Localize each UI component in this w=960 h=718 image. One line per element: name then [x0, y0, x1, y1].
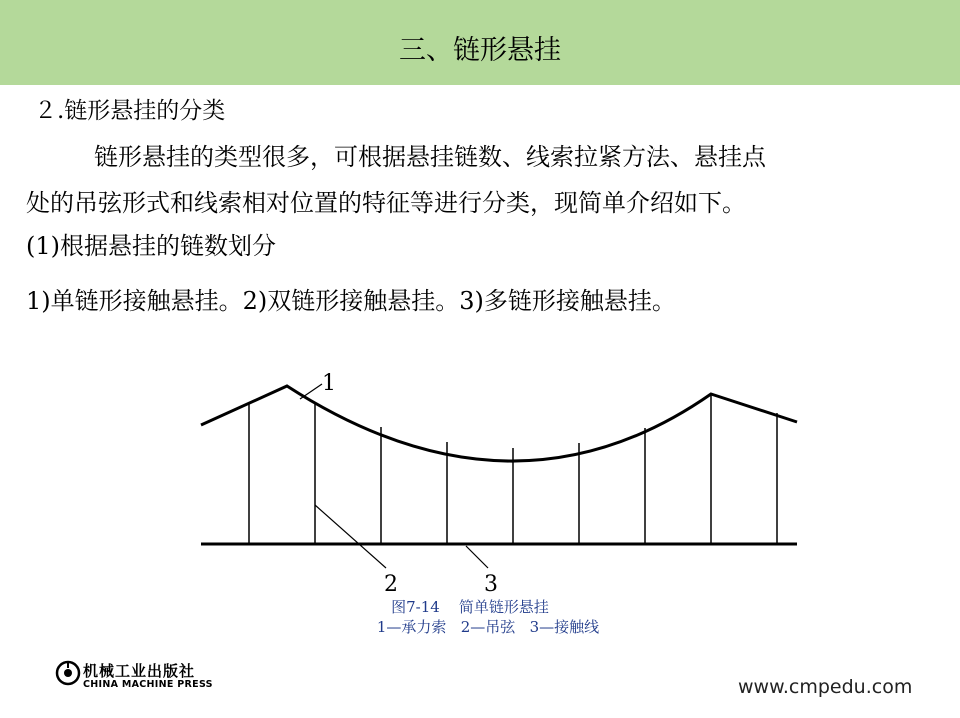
body-text-line-2: 处的吊弦形式和线索相对位置的特征等进行分类，现简单介绍如下。	[26, 189, 746, 217]
label-1: 1	[322, 371, 336, 396]
leader-line-1	[300, 384, 322, 399]
publisher-name-en: CHINA MACHINE PRESS	[83, 679, 213, 690]
website-url: www.cmpedu.com	[738, 676, 913, 698]
droppers	[249, 395, 777, 544]
subheading: (1)根据悬挂的链数划分	[26, 232, 276, 260]
publisher-logo-icon	[55, 660, 81, 686]
label-2: 2	[384, 572, 398, 597]
label-3: 3	[484, 572, 498, 597]
messenger-wire	[201, 386, 797, 461]
figure-caption-title: 图7-14 简单链形悬挂	[391, 598, 549, 616]
publisher-name-cn: 机械工业出版社	[83, 662, 196, 680]
section-heading: ２.链形悬挂的分类	[34, 98, 226, 124]
body-text-line-1: 链形悬挂的类型很多，可根据悬挂链数、线索拉紧方法、悬挂点	[94, 143, 766, 171]
catenary-types: 1)单链形接触悬挂。2)双链形接触悬挂。3)多链形接触悬挂。	[26, 287, 676, 315]
slide-title: 三、链形悬挂	[399, 35, 561, 66]
leader-line-2	[315, 505, 386, 568]
leader-line-3	[466, 546, 488, 568]
figure-caption-legend: 1—承力索 2—吊弦 3—接触线	[376, 618, 600, 636]
